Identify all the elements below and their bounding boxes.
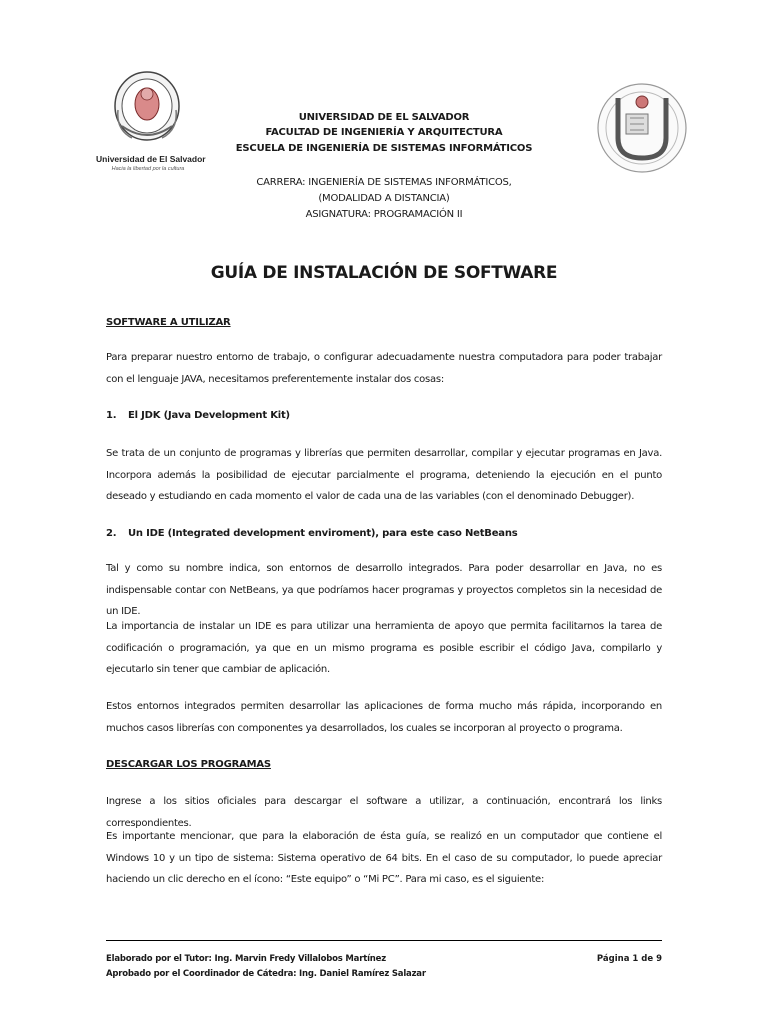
paragraph-ide-3: Estos entornos integrados permiten desarrollar las aplicaciones de forma mucho más rápida, incorporando en muchos casos librerías con componentes ya desarrollados, los cuales se incorporan al proyecto o programa. [106,701,662,734]
list-item-ide [106,528,518,539]
header-modality: (MODALIDAD A DISTANCIA) [318,193,450,204]
paragraph-ide-1: Tal y como su nombre indica, son entornos de desarrollo integrados. Para poder desarrollar en Java, no es indispensable contar con NetBeans, ya que podríamos hacer programas y proyectos completos sin la necesidad de un IDE. [106,563,662,617]
section-heading-software: SOFTWARE A UTILIZAR [106,317,231,328]
document-title: GUÍA DE INSTALACIÓN DE SOFTWARE [210,263,558,283]
paragraph-download-1: Ingrese a los sitios oficiales para descargar el software a utilizar, a continuación, encontrará los links correspondientes. [106,796,662,829]
section-heading-download: DESCARGAR LOS PROGRAMAS [106,759,271,770]
paragraph-jdk: Se trata de un conjunto de programas y librerías que permiten desarrollar, compilar y ejecutar programas en Java. Incorpora además la posibilidad de ejecutar parcialmente el programa, deteniendo la ejecución en el punto deseado y estudiando en cada momento el valor de cada una de las variables (con el denominado Debugger). [106,448,662,502]
paragraph-intro: Para preparar nuestro entorno de trabajo, o configurar adecuadamente nuestra computadora para poder trabajar con el lenguaje JAVA, necesitamos preferentemente instalar dos cosas: [106,352,662,385]
header-university: UNIVERSIDAD DE EL SALVADOR [298,112,470,123]
paragraph-download-2: Es importante mencionar, que para la elaboración de ésta guía, se realizó en un computador que contiene el Windows 10 y un tipo de sistema: Sistema operativo de 64 bits. En el caso de su computador, lo puede apreciar haciendo un clic derecho en el ícono: “Este equipo” o “Mi PC”. Para mi caso, es el siguiente: [106,831,662,885]
university-logo-name: Universidad de El Salvador [96,154,206,164]
paragraph-ide-2: La importancia de instalar un IDE es para utilizar una herramienta de apoyo que permita facilitarnos la tarea de codificación o programación, ya que en un mismo programa es posible escribir el código Java, compilarlo y ejecutarlo sin tener que cambiar de aplicación. [106,621,662,675]
header-faculty: FACULTAD DE INGENIERÍA Y ARQUITECTURA [265,127,503,138]
list-item-number: 1. [106,410,117,421]
list-item-number: 2. [106,528,117,539]
header-career: CARRERA: INGENIERÍA DE SISTEMAS INFORMÁTICOS, [256,177,512,188]
header-subject: ASIGNATURA: PROGRAMACIÓN II [305,209,463,220]
footer-page-number: Página 1 de 9 [596,954,662,964]
list-item-title: El JDK (Java Development Kit) [128,410,290,421]
list-item-jdk [106,410,290,421]
footer-coordinator: Aprobado por el Coordinador de Cátedra: Ing. Daniel Ramírez Salazar [106,969,426,979]
university-logo-motto: Hacia la libertad por la cultura [111,166,185,172]
list-item-title: Un IDE (Integrated development enviroment), para este caso NetBeans [128,528,518,539]
header-school: ESCUELA DE INGENIERÍA DE SISTEMAS INFORMÁTICOS [235,143,533,154]
footer-divider [106,940,662,941]
footer-tutor: Elaborado por el Tutor: Ing. Marvin Fredy Villalobos Martínez [106,954,386,964]
